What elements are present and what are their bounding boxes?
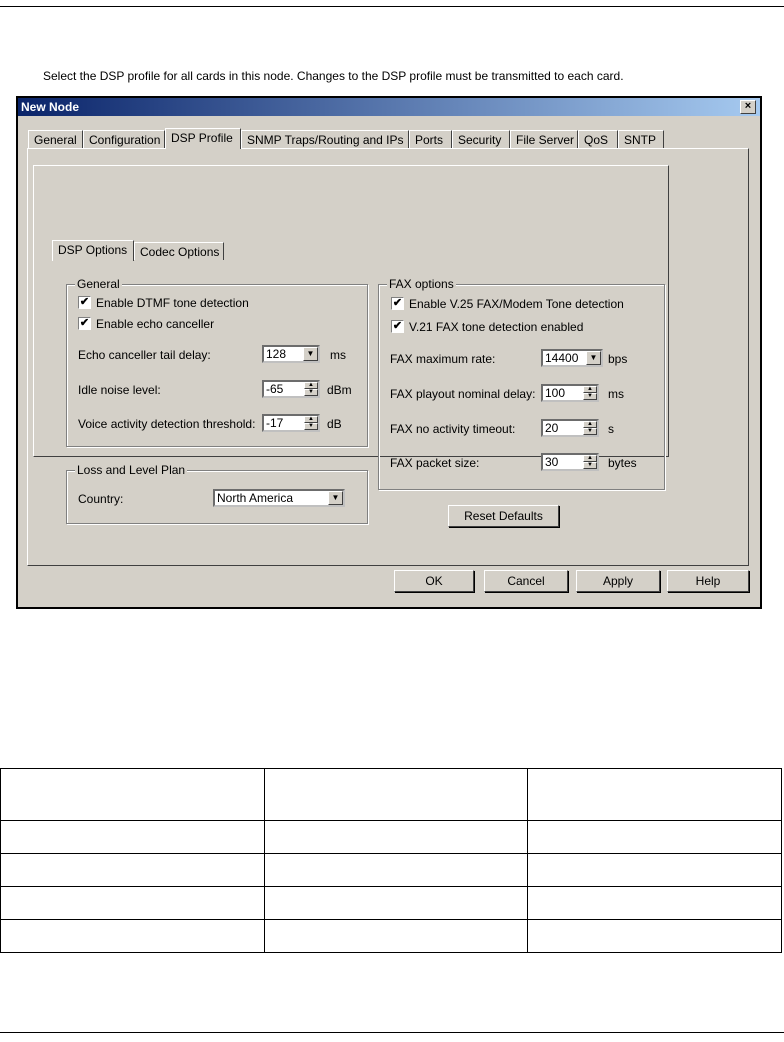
- table-row: [1, 887, 782, 920]
- echo-tail-value: 128: [266, 347, 287, 361]
- fax-timeout-unit: s: [608, 422, 614, 436]
- enable-v25-label: Enable V.25 FAX/Modem Tone detection: [409, 297, 624, 311]
- spin-arrows-icon[interactable]: ▲ ▼: [583, 421, 597, 435]
- fax-timeout-value: 20: [545, 421, 559, 435]
- idle-noise-label: Idle noise level:: [78, 383, 161, 397]
- table-cell: [265, 821, 528, 854]
- reset-defaults-button[interactable]: Reset Defaults: [448, 505, 559, 527]
- dialog-title: New Node: [21, 100, 80, 114]
- country-value: North America: [217, 491, 294, 505]
- table-cell: [265, 854, 528, 887]
- bottom-rule: [0, 1032, 784, 1033]
- country-label: Country:: [78, 492, 124, 506]
- vad-label: Voice activity detection threshold:: [78, 417, 256, 431]
- chevron-down-icon[interactable]: ▼: [303, 347, 318, 361]
- empty-table: [0, 768, 782, 953]
- table-cell: [1, 854, 265, 887]
- fax-max-rate-unit: bps: [608, 352, 628, 366]
- general-legend: General: [77, 277, 120, 291]
- table-row: [1, 920, 782, 953]
- echo-tail-unit: ms: [330, 348, 346, 362]
- enable-dtmf-checkbox[interactable]: ✔: [79, 296, 90, 308]
- tab-dsp-options[interactable]: DSP Options: [52, 240, 134, 261]
- cancel-button[interactable]: Cancel: [484, 570, 568, 592]
- tab-ports[interactable]: Ports: [409, 130, 452, 148]
- idle-noise-value: -65: [266, 382, 284, 396]
- spin-arrows-icon[interactable]: ▲ ▼: [583, 455, 597, 469]
- tab-sntp[interactable]: SNTP: [618, 130, 664, 148]
- fax-packet-unit: bytes: [608, 456, 637, 470]
- fax-timeout-label: FAX no activity timeout:: [390, 422, 516, 436]
- chevron-down-icon[interactable]: ▼: [328, 491, 343, 505]
- echo-tail-select[interactable]: [262, 345, 320, 363]
- enable-dtmf-label: Enable DTMF tone detection: [96, 296, 249, 310]
- fax-max-rate-value: 14400: [545, 351, 579, 365]
- table-row: [1, 821, 782, 854]
- fax-max-rate-label: FAX maximum rate:: [390, 352, 496, 366]
- table-cell: [528, 769, 782, 821]
- fax-packet-label: FAX packet size:: [390, 456, 480, 470]
- fax-timeout-spinner[interactable]: [541, 419, 599, 437]
- v21-label: V.21 FAX tone detection enabled: [409, 320, 584, 334]
- table-cell: [1, 821, 265, 854]
- top-rule: [0, 6, 784, 7]
- fax-playout-unit: ms: [608, 387, 624, 401]
- tab-general[interactable]: General: [28, 130, 83, 148]
- vad-spinner[interactable]: [262, 414, 320, 432]
- country-select[interactable]: [213, 489, 345, 507]
- enable-echo-checkbox[interactable]: ✔: [79, 317, 90, 329]
- table-cell: [265, 769, 528, 821]
- table-cell: [1, 887, 265, 920]
- table-cell: [528, 821, 782, 854]
- loss-level-legend: Loss and Level Plan: [77, 463, 186, 477]
- table-header-row: [1, 769, 782, 821]
- tab-codec-options[interactable]: Codec Options: [134, 242, 224, 260]
- table-cell: [1, 920, 265, 953]
- table-cell: [528, 920, 782, 953]
- fax-options-legend: FAX options: [389, 277, 454, 291]
- chevron-down-icon[interactable]: ▼: [586, 351, 601, 365]
- fax-playout-value: 100: [545, 386, 566, 400]
- enable-v25-checkbox[interactable]: ✔: [392, 297, 403, 309]
- table-cell: [528, 887, 782, 920]
- table-cell: [265, 920, 528, 953]
- tab-configuration[interactable]: Configuration: [83, 130, 165, 148]
- fax-max-rate-select[interactable]: [541, 349, 603, 367]
- spin-arrows-icon[interactable]: ▲ ▼: [583, 386, 597, 400]
- idle-noise-spinner[interactable]: [262, 380, 320, 398]
- dialog-titlebar[interactable]: [18, 98, 760, 116]
- idle-noise-unit: dBm: [327, 383, 352, 397]
- v21-checkbox[interactable]: ✔: [392, 320, 403, 332]
- tab-snmp-traps[interactable]: SNMP Traps/Routing and IPs: [241, 130, 409, 148]
- dsp-description: Select the DSP profile for all cards in this node. Changes to the DSP profile must be transmitted to each card.: [43, 69, 624, 83]
- spin-arrows-icon[interactable]: ▲ ▼: [304, 416, 318, 430]
- table-cell: [265, 887, 528, 920]
- ok-button[interactable]: OK: [394, 570, 474, 592]
- tab-dsp-profile[interactable]: DSP Profile: [165, 128, 241, 149]
- vad-unit: dB: [327, 417, 342, 431]
- fax-playout-spinner[interactable]: [541, 384, 599, 402]
- echo-tail-label: Echo canceller tail delay:: [78, 348, 211, 362]
- fax-packet-value: 30: [545, 455, 559, 469]
- tab-security[interactable]: Security: [452, 130, 510, 148]
- fax-playout-label: FAX playout nominal delay:: [390, 387, 536, 401]
- table-row: [1, 854, 782, 887]
- help-button[interactable]: Help: [667, 570, 749, 592]
- vad-value: -17: [266, 416, 284, 430]
- close-icon[interactable]: ×: [740, 100, 756, 114]
- tab-file-server[interactable]: File Server: [510, 130, 578, 148]
- apply-button[interactable]: Apply: [576, 570, 660, 592]
- spin-arrows-icon[interactable]: ▲ ▼: [304, 382, 318, 396]
- tab-qos[interactable]: QoS: [578, 130, 618, 148]
- enable-echo-label: Enable echo canceller: [96, 317, 215, 331]
- table-cell: [1, 769, 265, 821]
- table-cell: [528, 854, 782, 887]
- fax-packet-spinner[interactable]: [541, 453, 599, 471]
